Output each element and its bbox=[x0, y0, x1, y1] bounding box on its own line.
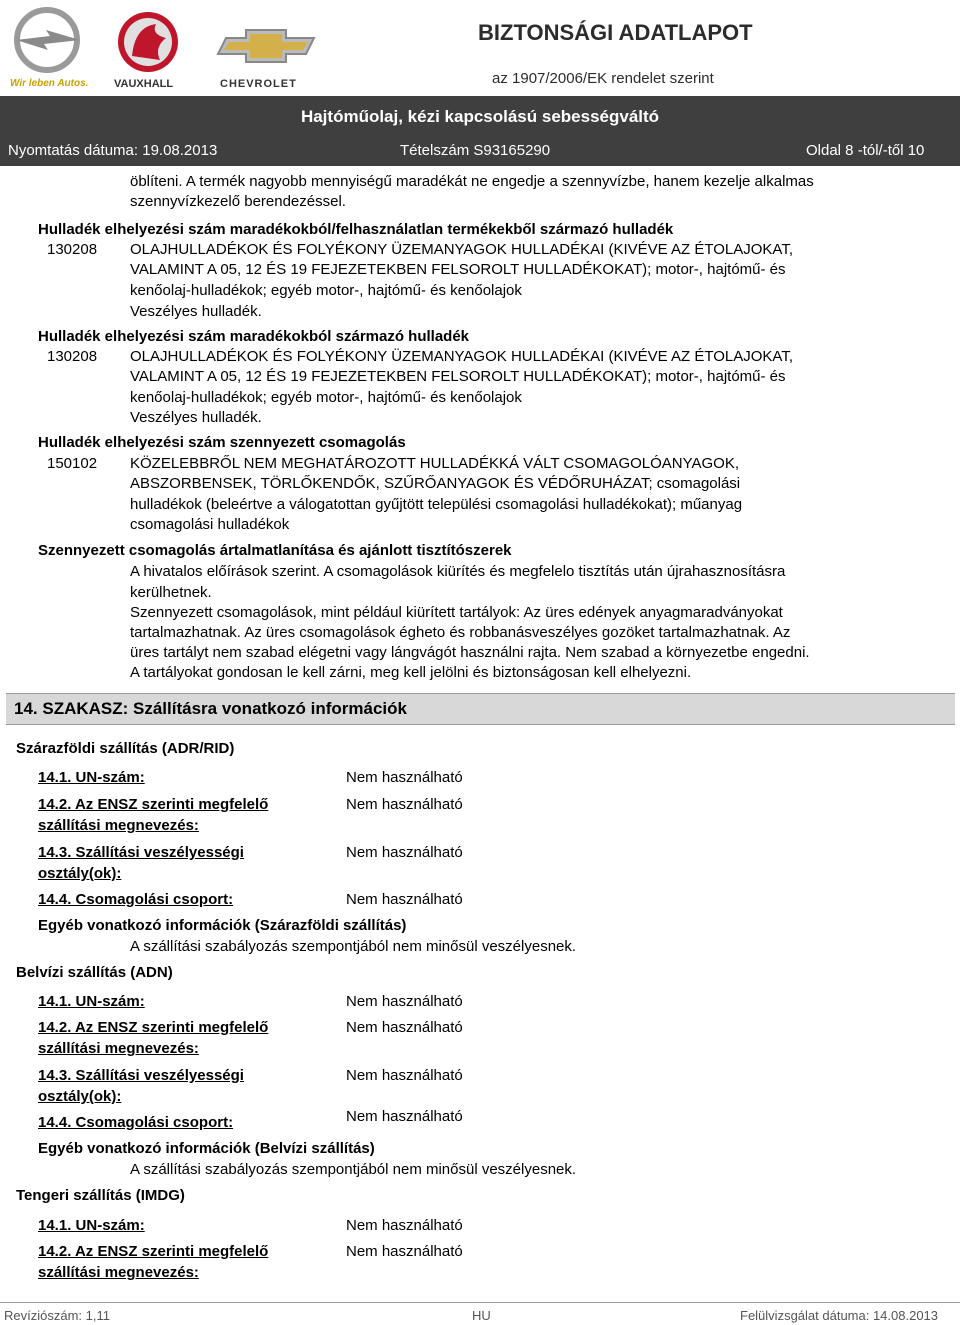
waste-text: OLAJHULLADÉKOK ÉS FOLYÉKONY ÜZEMANYAGOK HULLADÉKAI (KIVÉVE AZ ÉTOLAJOKAT, bbox=[130, 241, 793, 258]
regulation-reference: az 1907/2006/EK rendelet szerint bbox=[492, 70, 714, 87]
page-number: Oldal 8 -tól/-től 10 bbox=[806, 142, 925, 159]
waste-text: kenőolaj-hulladékok; egyéb motor-, hajtómű- és kenőolajok bbox=[130, 389, 522, 406]
hazard-class-label: 14.3. Szállítási veszélyességi bbox=[38, 1067, 244, 1084]
revision-number: Revíziószám: 1,11 bbox=[4, 1308, 110, 1323]
packaging-heading: Szennyezett csomagolás ártalmatlanítása és ajánlott tisztítószerek bbox=[38, 542, 512, 559]
other-info-heading: Egyéb vonatkozó információk (Belvízi szállítás) bbox=[38, 1140, 375, 1157]
other-info-text: A szállítási szabályozás szempontjából nem minősül veszélyesnek. bbox=[130, 1161, 577, 1178]
waste-text: kenőolaj-hulladékok; egyéb motor-, hajtómű- és kenőolajok bbox=[130, 282, 522, 299]
shipping-name-label: 14.2. Az ENSZ szerinti megfelelő bbox=[38, 796, 269, 813]
waste-text: VALAMINT A 05, 12 ÉS 19 FEJEZETEKBEN FELSOROLT HULLADÉKOKAT); motor-, hajtómű- és bbox=[130, 261, 786, 278]
packing-group-label: 14.4. Csomagolási csoport: bbox=[38, 891, 234, 908]
shipping-name-value: Nem használható bbox=[346, 796, 463, 813]
review-date: Felülvizsgálat dátuma: 14.08.2013 bbox=[740, 1308, 939, 1323]
un-number-value: Nem használható bbox=[346, 769, 463, 786]
packaging-text: kerülhetnek. bbox=[130, 584, 212, 601]
item-number: Tételszám S93165290 bbox=[400, 142, 551, 159]
opel-logo bbox=[6, 6, 88, 76]
shipping-name-value: Nem használható bbox=[346, 1019, 463, 1036]
print-date: Nyomtatás dátuma: 19.08.2013 bbox=[8, 142, 218, 159]
packaging-text: üres tartályt nem szabad elégetni vagy lángvágót használni rajta. Nem szabad a környezetbe engedni. bbox=[130, 644, 810, 661]
opel-caption: Wir leben Autos. bbox=[10, 78, 89, 89]
shipping-name-value: Nem használható bbox=[346, 1243, 463, 1260]
other-info-heading: Egyéb vonatkozó információk (Szárazföldi szállítás) bbox=[38, 917, 407, 934]
hazard-class-label: osztály(ok): bbox=[38, 865, 122, 882]
waste-text: VALAMINT A 05, 12 ÉS 19 FEJEZETEKBEN FELSOROLT HULLADÉKOKAT); motor-, hajtómű- és bbox=[130, 368, 786, 385]
section-14-title: 14. SZAKASZ: Szállításra vonatkozó információk bbox=[14, 699, 407, 718]
document-title: BIZTONSÁGI ADATLAPOT bbox=[478, 20, 753, 45]
inland-transport-heading: Belvízi szállítás (ADN) bbox=[16, 964, 173, 981]
waste-text: hulladékok (beleértve a válogatottan gyűjtött települési csomagolási hulladékokat); műanyag bbox=[130, 496, 743, 513]
waste-heading: Hulladék elhelyezési szám maradékokból/felhasználatlan termékekből származó hulladék bbox=[38, 221, 674, 238]
waste-code: 130208 bbox=[47, 348, 98, 365]
un-number-label: 14.1. UN-szám: bbox=[38, 1217, 145, 1234]
product-name: Hajtóműolaj, kézi kapcsolású sebességváltó bbox=[300, 107, 660, 126]
waste-heading: Hulladék elhelyezési szám maradékokból származó hulladék bbox=[38, 328, 470, 345]
hazard-class-value: Nem használható bbox=[346, 1067, 463, 1084]
chevrolet-logo bbox=[216, 28, 316, 64]
hazard-class-label: 14.3. Szállítási veszélyességi bbox=[38, 844, 244, 861]
un-number-label: 14.1. UN-szám: bbox=[38, 769, 145, 786]
un-number-value: Nem használható bbox=[346, 993, 463, 1010]
shipping-name-label: 14.2. Az ENSZ szerinti megfelelő bbox=[38, 1019, 269, 1036]
hazard-class-value: Nem használható bbox=[346, 844, 463, 861]
packing-group-value: Nem használható bbox=[346, 1108, 463, 1125]
un-number-label: 14.1. UN-szám: bbox=[38, 993, 145, 1010]
intro-line: öblíteni. A termék nagyobb mennyiségű maradékát ne engedje a szennyvízbe, hanem kezelje alkalmas bbox=[130, 173, 814, 190]
waste-text: KÖZELEBBRŐL NEM MEGHATÁROZOTT HULLADÉKKÁ VÁLT CSOMAGOLÓANYAGOK, bbox=[130, 455, 740, 472]
footer-divider bbox=[0, 1302, 960, 1303]
packaging-text: Szennyezett csomagolások, mint például kiürített tartályok: Az üres edények anyagmaradványokat bbox=[130, 604, 783, 621]
hazard-class-label: osztály(ok): bbox=[38, 1088, 122, 1105]
waste-text: ABSZORBENSEK, TÖRLŐKENDŐK, SZŰRŐANYAGOK ÉS VÉDŐRUHÁZAT; csomagolási bbox=[130, 475, 741, 492]
waste-text: Veszélyes hulladék. bbox=[130, 303, 262, 320]
packaging-text: tartalmazhatnak. Az üres csomagolások égheto és robbanásveszélyes gozöket tartalmazhatnak. Az bbox=[130, 624, 791, 641]
packing-group-label: 14.4. Csomagolási csoport: bbox=[38, 1114, 234, 1131]
vauxhall-logo bbox=[112, 8, 184, 78]
shipping-name-label: szállítási megnevezés: bbox=[38, 817, 199, 834]
waste-text: csomagolási hulladékok bbox=[130, 516, 290, 533]
shipping-name-label: szállítási megnevezés: bbox=[38, 1040, 199, 1057]
packing-group-value: Nem használható bbox=[346, 891, 463, 908]
un-number-value: Nem használható bbox=[346, 1217, 463, 1234]
sea-transport-heading: Tengeri szállítás (IMDG) bbox=[16, 1187, 185, 1204]
waste-text: OLAJHULLADÉKOK ÉS FOLYÉKONY ÜZEMANYAGOK HULLADÉKAI (KIVÉVE AZ ÉTOLAJOKAT, bbox=[130, 348, 793, 365]
vauxhall-caption: VAUXHALL bbox=[114, 78, 174, 90]
shipping-name-label: szállítási megnevezés: bbox=[38, 1264, 199, 1281]
waste-text: Veszélyes hulladék. bbox=[130, 409, 262, 426]
waste-code: 150102 bbox=[47, 455, 98, 472]
packaging-text: A tartályokat gondosan le kell zárni, meg kell jelölni és biztonságosan kell elhelyezni. bbox=[130, 664, 692, 681]
chevrolet-caption: CHEVROLET bbox=[220, 78, 297, 90]
language-code: HU bbox=[472, 1308, 491, 1323]
shipping-name-label: 14.2. Az ENSZ szerinti megfelelő bbox=[38, 1243, 269, 1260]
intro-line: szennyvízkezelő berendezéssel. bbox=[130, 193, 346, 210]
other-info-text: A szállítási szabályozás szempontjából nem minősül veszélyesnek. bbox=[130, 938, 577, 955]
packaging-text: A hivatalos előírások szerint. A csomagolások kiürítés és megfelelo tisztítás után újrahasznosításra bbox=[130, 563, 786, 580]
waste-code: 130208 bbox=[47, 241, 98, 258]
waste-heading: Hulladék elhelyezési szám szennyezett csomagolás bbox=[38, 434, 406, 451]
land-transport-heading: Szárazföldi szállítás (ADR/RID) bbox=[16, 740, 235, 757]
